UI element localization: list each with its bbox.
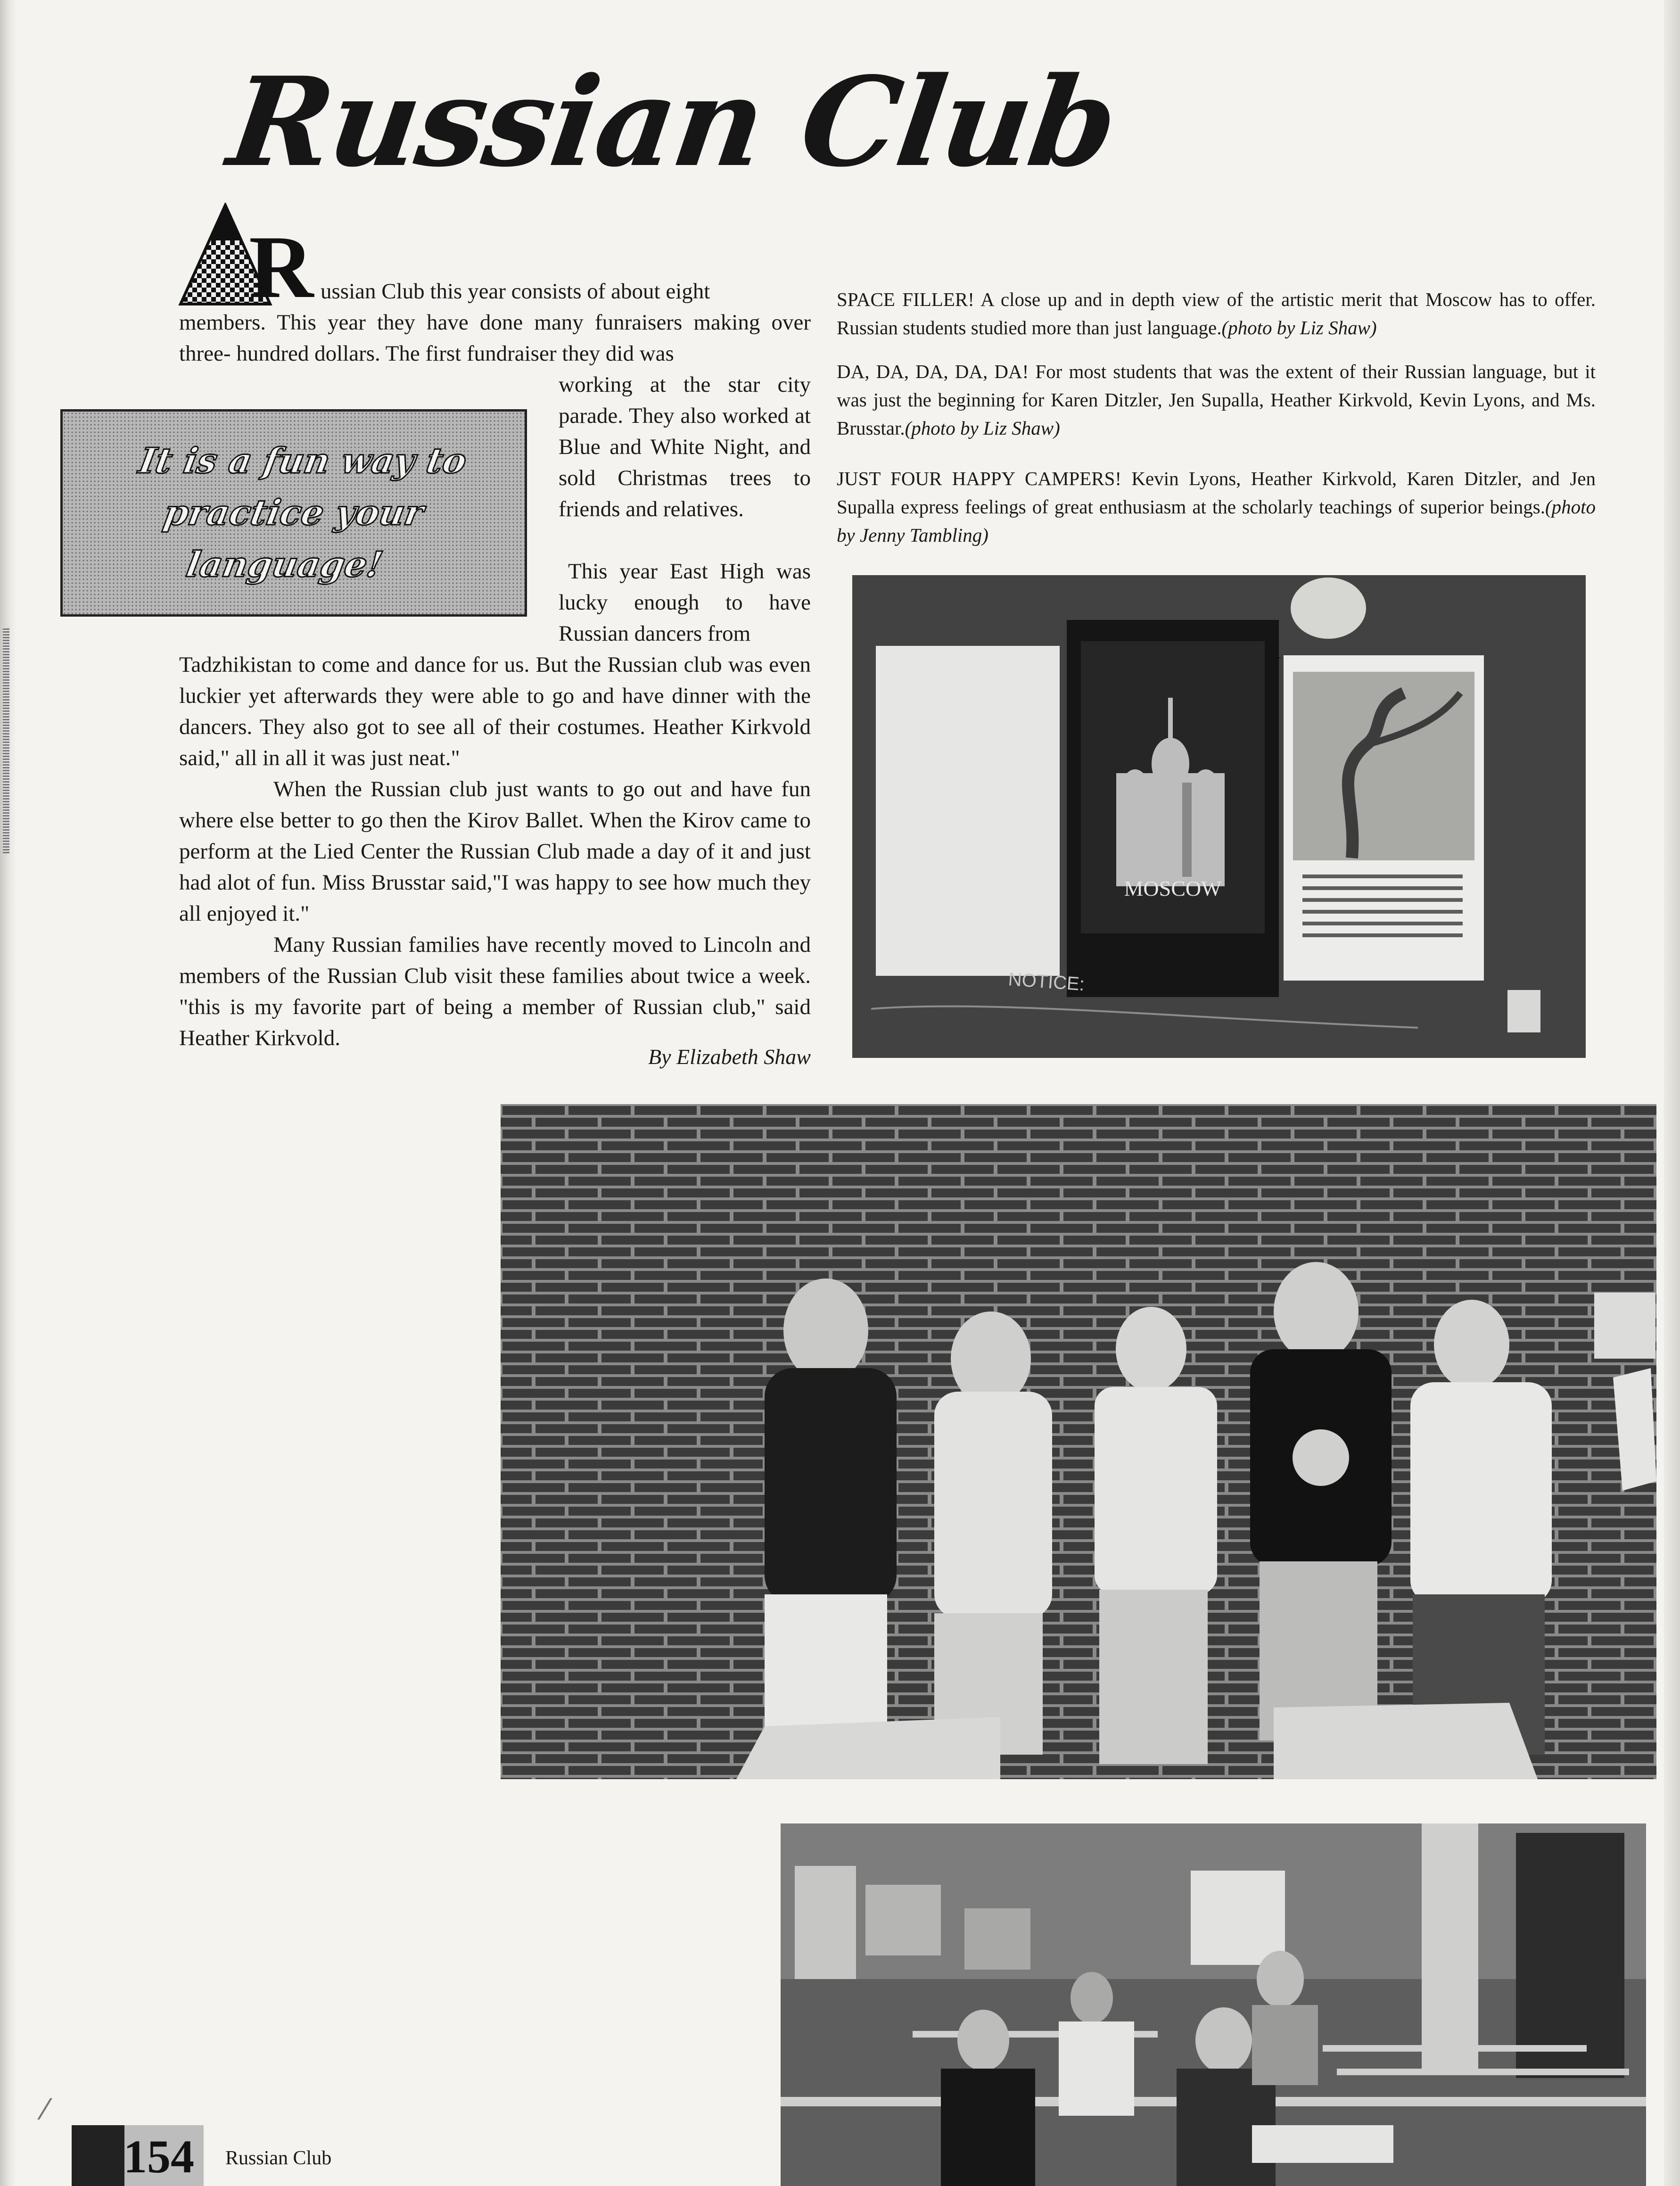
caption-1-text: SPACE FILLER! A close up and in depth view of the artistic merit that Moscow has to offer. Russian students studied more than just language. [837,289,1596,338]
photo-group-brick-wall [501,1104,1656,1779]
footer-section-name: Russian Club [225,2147,332,2169]
paragraph-1-cont: members. This year they have done many funraisers making over three- hundred dollars. The first fundraiser they did was [179,310,811,366]
page-edge [1664,0,1680,2186]
article-paragraph-1 [179,307,811,369]
pull-quote-text: It is a fun way to practice your language! [136,441,470,585]
moscow-poster-image [852,575,1586,1058]
paragraph-1-lead-text: ussian Club this year consists of about eight [321,279,710,304]
page-binding [0,0,16,2186]
page-number: 154 [124,2130,194,2183]
article-paragraph-2a: This year East High was lucky enough to have Russian dancers from [559,559,811,646]
article-paragraph-1-lead [321,276,811,307]
binding-mark [3,627,9,853]
photo-caption-1 [837,285,1596,342]
group-photo-image [501,1104,1656,1779]
pencil-mark-icon: ⁄ [42,2093,48,2126]
caption-2-credit: (photo by Liz Shaw) [905,417,1060,439]
pull-quote-box [60,409,527,617]
page-title: Russian Club [221,50,1124,194]
photo-caption-3 [837,464,1596,549]
article-paragraph-3: When the Russian club just wants to go out and have fun where else better to go then the Kirov Ballet. When the Kirov came to perform at the Lied Center the Russian Club made a day of it and just had alot of fun. Miss Brusstar said,"I was happy to see how much they all enjoyed it." [179,777,811,926]
poster-label: MOSCOW [1124,876,1222,900]
chalk-notice: NOTICE: [1007,969,1086,995]
caption-3-credit: (photo by Jenny Tambling) [837,496,1596,546]
article-paragraph-4: Many Russian families have recently moved to Lincoln and members of the Russian Club visit these families about twice a week. "this is my favorite part of being a member of Russian club," said Heather Kirkvold. [179,932,811,1050]
caption-2-text: DA, DA, DA, DA, DA! For most students that was the extent of their Russian language, but it was just the beginning for Karen Ditzler, Jen Supalla, Heather Kirkvold, Kevin Lyons, and Ms. Brusstar. [837,361,1596,439]
caption-1-credit: (photo by Liz Shaw) [1221,317,1377,338]
caption-3-text: JUST FOUR HAPPY CAMPERS! Kevin Lyons, Heather Kirkvold, Karen Ditzler, and Jen Supalla express feelings of great enthusiasm at the scholarly teachings of superior beings. [837,468,1596,518]
article-paragraph-1b: working at the star city parade. They also worked at Blue and White Night, and sold Christmas trees to friends and relatives. [559,372,811,521]
byline: By Elizabeth Shaw [648,1045,811,1069]
drop-cap-letter: R [249,218,314,317]
article-paragraph-2b: Tadzhikistan to come and dance for us. But the Russian club was even luckier yet afterwards they were able to go and have dinner with the dancers. They also got to see all of their costumes. Heather Kirkvold said," all in all it was just neat." [179,652,811,770]
classroom-photo-image [781,1823,1646,2186]
photo-classroom [781,1823,1646,2186]
drop-cap [178,203,314,317]
photo-moscow-poster [852,575,1586,1058]
photo-caption-2 [837,357,1596,442]
